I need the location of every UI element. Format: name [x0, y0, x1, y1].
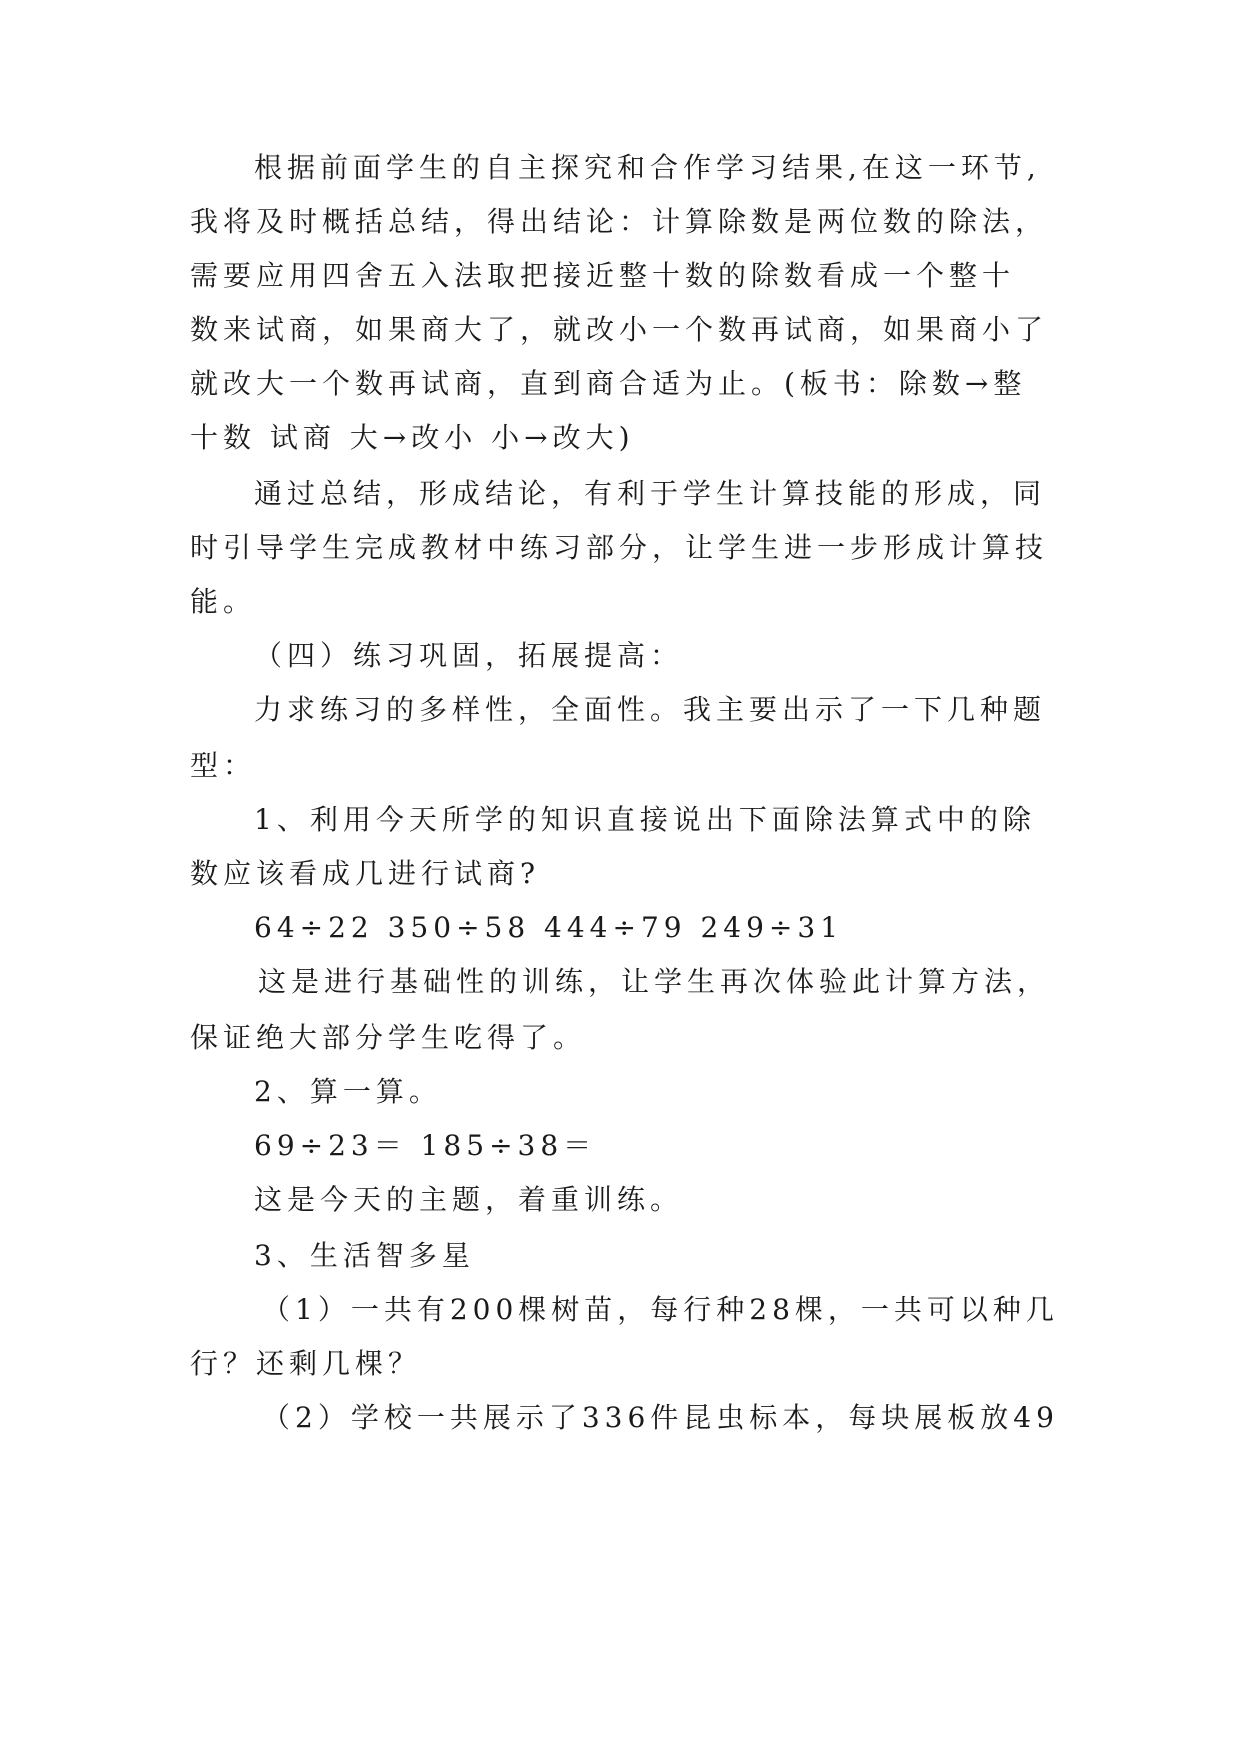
- paragraph-line: 型：: [190, 749, 257, 782]
- math-expressions: 69÷23＝ 185÷38＝: [254, 1129, 597, 1162]
- paragraph-line: 时引导学生完成教材中练习部分，让学生进一步形成计算技: [190, 531, 1049, 564]
- paragraph-line: 数应该看成几进行试商?: [190, 857, 541, 890]
- paragraph-line: 就改大一个数再试商，直到商合适为止。(板书：除数→整: [190, 367, 1027, 400]
- paragraph-line: 我将及时概括总结，得出结论：计算除数是两位数的除法，: [190, 205, 1049, 238]
- paragraph-line: 这是进行基础性的训练，让学生再次体验此计算方法，: [258, 965, 1051, 998]
- sub-question: （2）学校一共展示了336件昆虫标本，每块展板放49: [262, 1401, 1059, 1434]
- exercise-item: 3、生活智多星: [254, 1239, 475, 1272]
- paragraph-line: 力求练习的多样性，全面性。我主要出示了一下几种题: [254, 693, 1047, 726]
- exercise-item: 1、利用今天所学的知识直接说出下面除法算式中的除: [254, 803, 1036, 836]
- paragraph-line: 数来试商，如果商大了，就改小一个数再试商，如果商小了: [190, 313, 1049, 346]
- paragraph-line: 能。: [190, 585, 257, 618]
- paragraph-line: 这是今天的主题，着重训练。: [254, 1183, 684, 1216]
- paragraph-line: 通过总结，形成结论，有利于学生计算技能的形成，同: [254, 477, 1047, 510]
- paragraph-line: 行？还剩几棵？: [190, 1347, 422, 1380]
- exercise-item: 2、算一算。: [254, 1075, 442, 1108]
- paragraph-line: 保证绝大部分学生吃得了。: [190, 1021, 587, 1054]
- math-expressions: 64÷22 350÷58 444÷79 249÷31: [254, 911, 844, 944]
- sub-question: （1）一共有200棵树苗，每行种28棵，一共可以种几: [262, 1293, 1059, 1326]
- section-heading: （四）练习巩固，拓展提高：: [254, 639, 684, 672]
- paragraph-line: 需要应用四舍五入法取把接近整十数的除数看成一个整十: [190, 259, 1016, 292]
- paragraph-line: 十数 试商 大→改小 小→改大): [190, 421, 635, 454]
- paragraph-line: 根据前面学生的自主探究和合作学习结果,在这一环节,: [254, 151, 1041, 184]
